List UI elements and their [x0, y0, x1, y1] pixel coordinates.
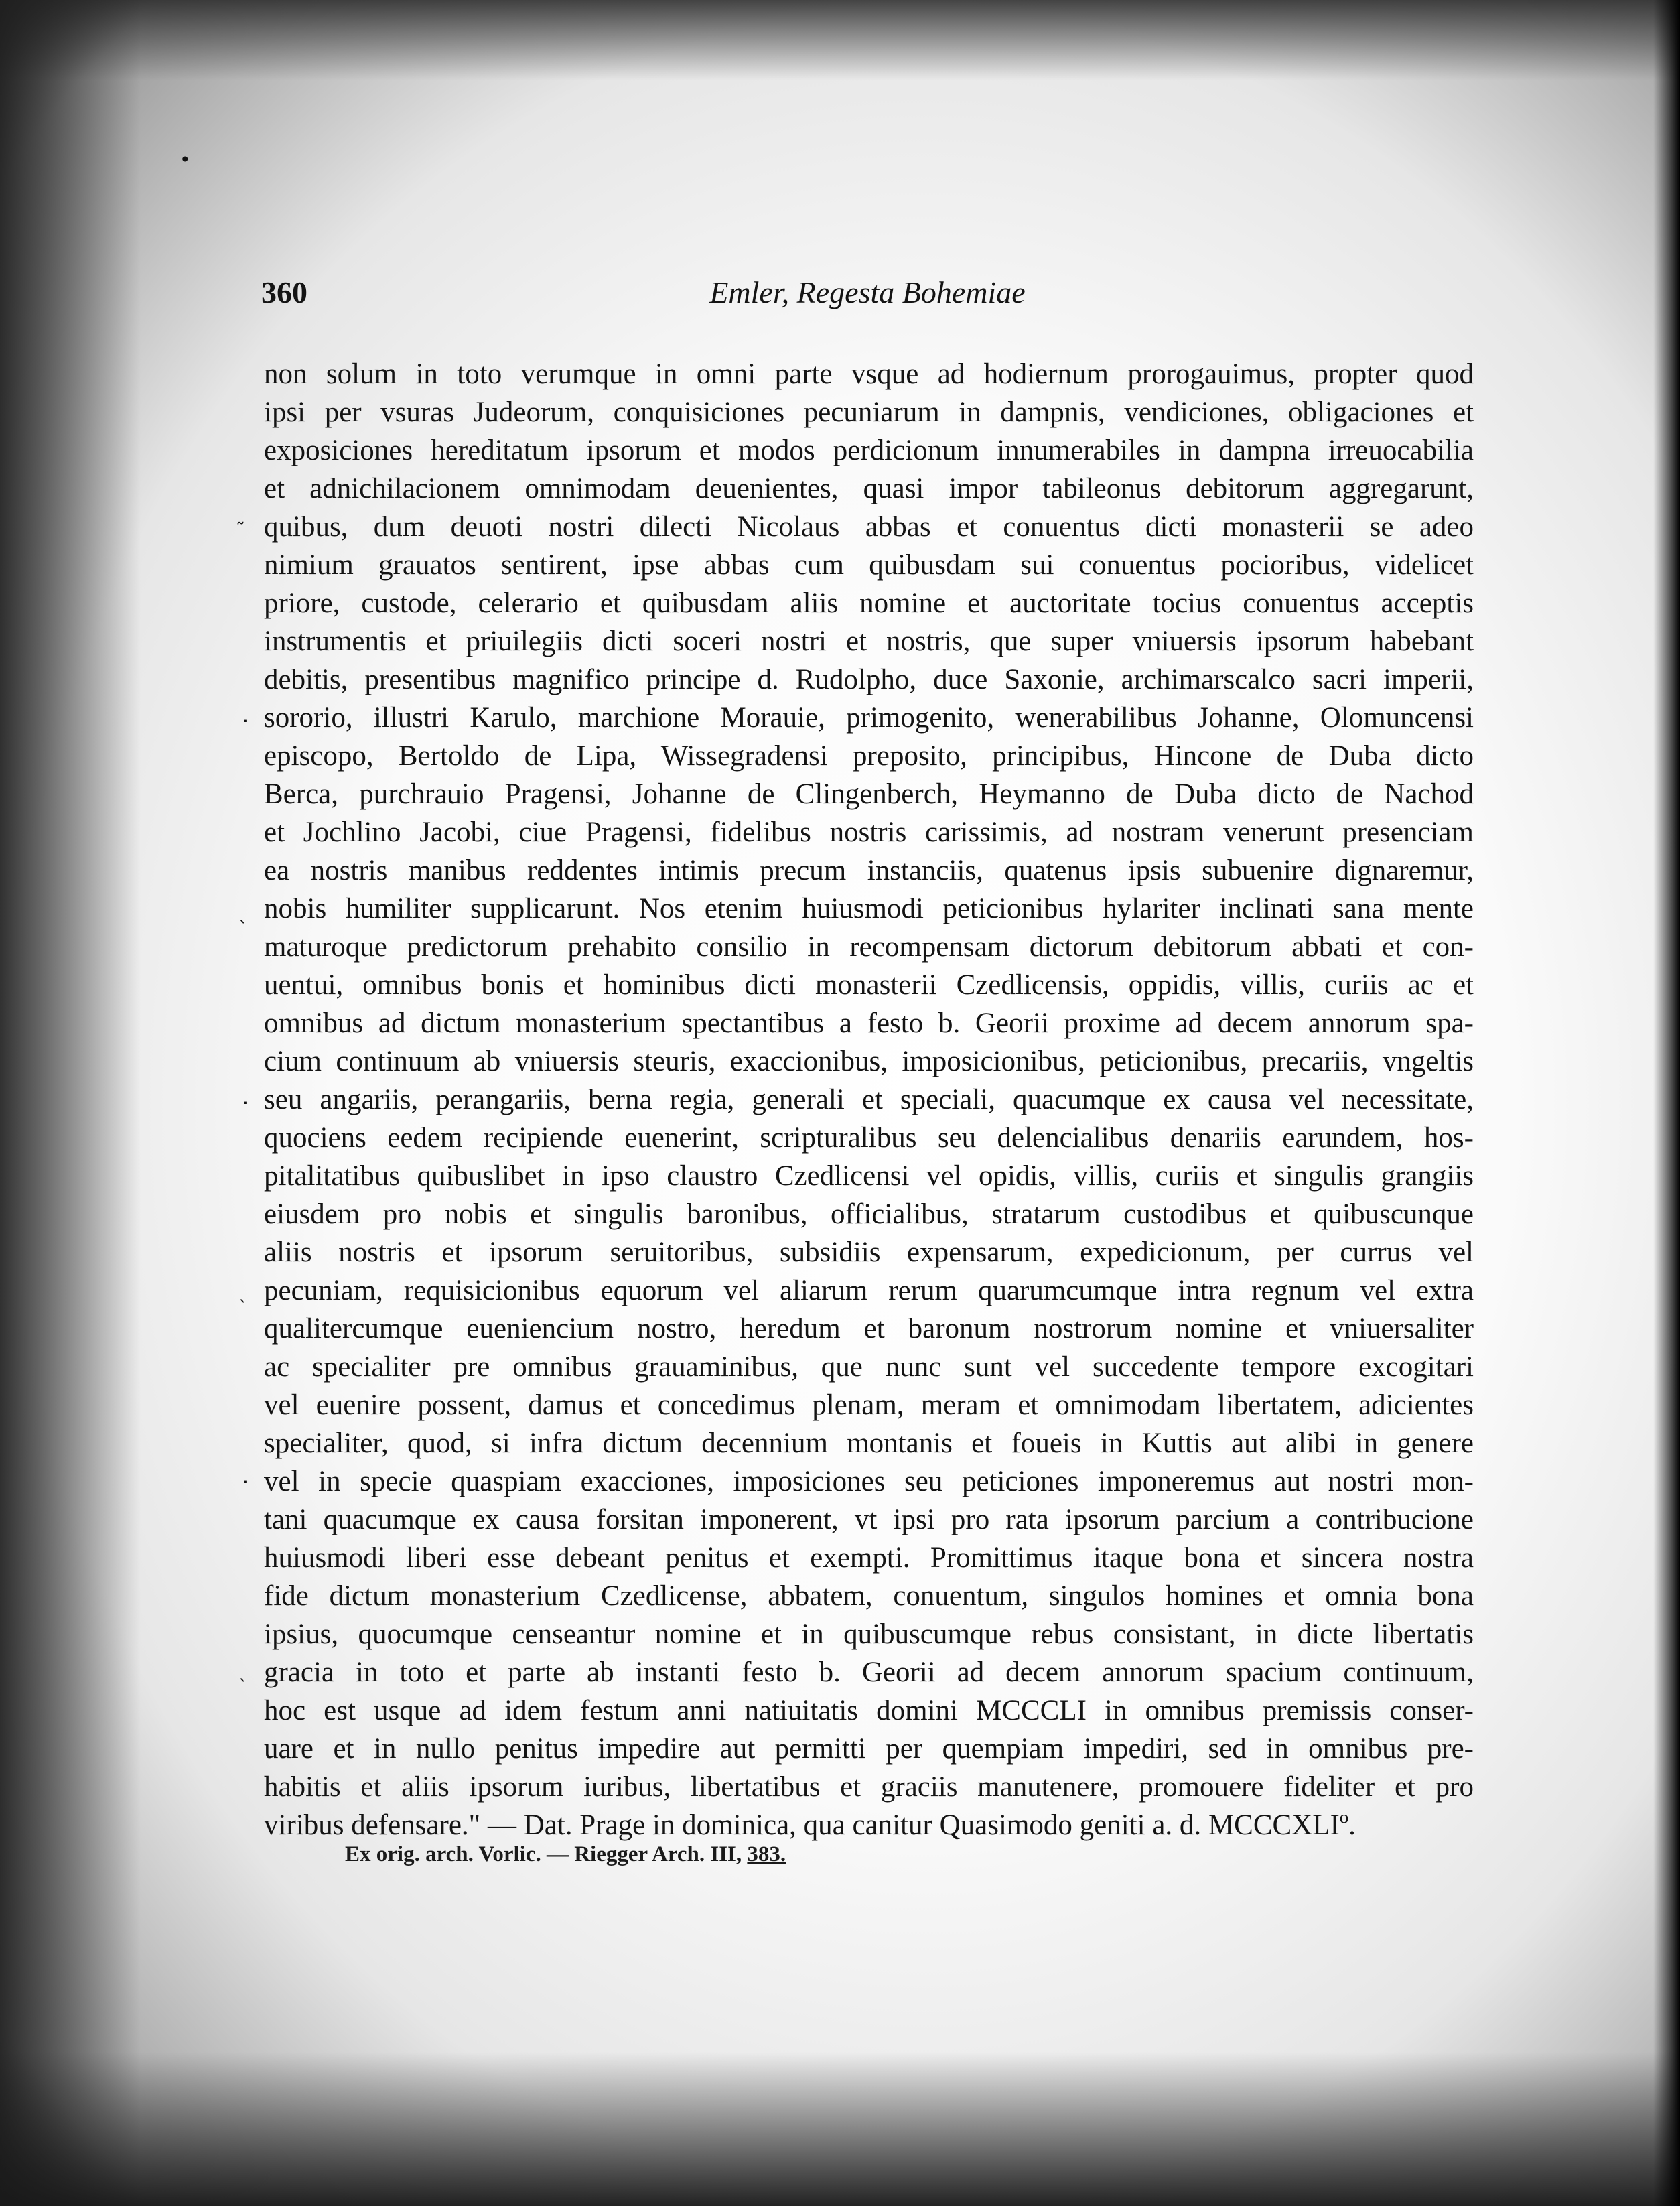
- text-line: exposiciones hereditatum ipsorum et modos perdicionum innumerabiles in dampna irreuocabilia: [264, 435, 1474, 466]
- text-line: et Jochlino Jacobi, ciue Pragensi, fidelibus nostris carissimis, ad nostram venerunt presenciam: [264, 817, 1474, 848]
- scan-shadow-left: [0, 0, 141, 2206]
- running-title: Emler, Regesta Bohemiae: [709, 275, 1026, 309]
- text-line: pecuniam, requisicionibus equorum vel aliarum rerum quarumcumque intra regnum vel extra: [264, 1275, 1474, 1306]
- text-line: pitalitatibus quibuslibet in ipso claustro Czedlicensi vel opidis, villis, curiis et singulis grangiis: [264, 1160, 1474, 1192]
- text-line: qualitercumque eueniencium nostro, heredum et baronum nostrorum nomine et vniuersaliter: [264, 1313, 1474, 1345]
- text-line: et adnichilacionem omnimodam deuenientes, quasi impor tabileonus debitorum aggregarunt,: [264, 473, 1474, 504]
- text-line: non solum in toto verumque in omni parte vsque ad hodiernum prorogauimus, propter quod: [264, 358, 1474, 390]
- text-line: habitis et aliis ipsorum iuribus, libertatibus et graciis manutenere, promouere fideliter et pro: [264, 1771, 1474, 1803]
- scan-shadow-right: [1653, 0, 1680, 2206]
- text-line: nobis humiliter supplicarunt. Nos etenim huiusmodi peticionibus hylariter inclinati sana mente: [264, 893, 1474, 924]
- text-line: episcopo, Bertoldo de Lipa, Wissegradensi preposito, principibus, Hincone de Duba dicto: [264, 740, 1474, 772]
- margin-speck: ·: [242, 1471, 249, 1493]
- scan-shadow-top: [0, 0, 1680, 80]
- margin-speck: ˎ: [238, 1660, 248, 1682]
- text-line: gracia in toto et parte ab instanti festo b. Georii ad decem annorum spacium continuum,: [264, 1657, 1474, 1688]
- text-line: specialiter, quod, si infra dictum decennium montanis et foueis in Kuttis aut alibi in genere: [264, 1428, 1474, 1459]
- text-line: cium continuum ab vniuersis steuris, exaccionibus, imposicionibus, peticionibus, precariis, vngeltis: [264, 1046, 1474, 1077]
- charter-text: [264, 355, 1474, 1844]
- text-line: maturoque predictorum prehabito consilio in recompensam dictorum debitorum abbati et con-: [264, 931, 1474, 963]
- text-line: seu angariis, perangariis, berna regia, generali et speciali, quacumque ex causa vel necessitate,: [264, 1084, 1474, 1115]
- text-line: vel euenire possent, damus et concedimus plenam, meram et omnimodam libertatem, adicientes: [264, 1389, 1474, 1421]
- text-line: ipsi per vsuras Judeorum, conquisiciones pecuniarum in dampnis, vendiciones, obligaciones et: [264, 397, 1474, 428]
- text-line: eiusdem pro nobis et singulis baronibus, officialibus, stratarum custodibus et quibuscunque: [264, 1198, 1474, 1230]
- text-line: ipsius, quocumque censeantur nomine et in quibuscumque rebus consistant, in dicte libertatis: [264, 1618, 1474, 1650]
- text-line: hoc est usque ad idem festum anni natiuitatis domini MCCCLI in omnibus premissis conser-: [264, 1695, 1474, 1726]
- text-line: instrumentis et priuilegiis dicti soceri nostri et nostris, que super vniuersis ipsorum habebant: [264, 626, 1474, 657]
- margin-speck: ˜: [236, 519, 245, 541]
- text-line: tani quacumque ex causa forsitan imponerent, vt ipsi pro rata ipsorum parcium a contribucione: [264, 1504, 1474, 1535]
- text-line: omnibus ad dictum monasterium spectantibus a festo b. Georii proxime ad decem annorum spa-: [264, 1008, 1474, 1039]
- margin-speck: •: [180, 149, 191, 171]
- text-line: ea nostris manibus reddentes intimis precum instanciis, quatenus ipsis subuenire dignaremur,: [264, 855, 1474, 886]
- text-line: quociens eedem recipiende euenerint, scripturalibus seu delencialibus denariis earundem, hos-: [264, 1122, 1474, 1154]
- margin-speck: ˎ: [238, 1281, 248, 1303]
- text-line: ac specialiter pre omnibus grauaminibus, que nunc sunt vel succedente tempore excogitari: [264, 1351, 1474, 1383]
- text-line: nimium grauatos sentirent, ipse abbas cum quibusdam sui conuentus pocioribus, videlicet: [264, 549, 1474, 581]
- text-line: uare et in nullo penitus impedire aut permitti per quempiam impediri, sed in omnibus pre-: [264, 1733, 1474, 1765]
- margin-speck: ·: [242, 1092, 249, 1114]
- text-line: debitis, presentibus magnifico principe d. Rudolpho, duce Saxonie, archimarscalco sacri imperii,: [264, 664, 1474, 695]
- source-page-ref: 383.: [747, 1842, 786, 1866]
- source-note-text: Ex orig. arch. Vorlic. — Riegger Arch. III,: [345, 1842, 742, 1866]
- page-number: 360: [261, 275, 307, 309]
- page-header: [261, 275, 1474, 322]
- text-line: aliis nostris et ipsorum seruitoribus, subsidiis expensarum, expedicionum, per currus vel: [264, 1237, 1474, 1268]
- margin-speck: ˎ: [238, 902, 248, 924]
- text-line: quibus, dum deuoti nostri dilecti Nicolaus abbas et conuentus dicti monasterii se adeo: [264, 511, 1474, 543]
- text-line: priore, custode, celerario et quibusdam aliis nomine et auctoritate tocius conuentus acceptis: [264, 588, 1474, 619]
- text-line: uentui, omnibus bonis et hominibus dicti monasterii Czedlicensis, oppidis, villis, curiis ac et: [264, 969, 1474, 1001]
- text-line: fide dictum monasterium Czedlicense, abbatem, conuentum, singulos homines et omnia bona: [264, 1580, 1474, 1612]
- text-line: sororio, illustri Karulo, marchione Morauie, primogenito, wenerabilibus Johanne, Olomuncensi: [264, 702, 1474, 734]
- source-note: [345, 1842, 786, 1867]
- margin-speck: ·: [242, 710, 249, 732]
- text-line: vel in specie quaspiam exacciones, imposiciones seu peticiones imponeremus aut nostri mon-: [264, 1466, 1474, 1497]
- text-line: viribus defensare." — Dat. Prage in dominica, qua canitur Quasimodo geniti a. d. MCCCXLIº.: [264, 1809, 1356, 1841]
- text-line: huiusmodi liberi esse debeant penitus et exempti. Promittimus itaque bona et sincera nostra: [264, 1542, 1474, 1574]
- text-line: Berca, purchrauio Pragensi, Johanne de Clingenberch, Heymanno de Duba dicto de Nachod: [264, 778, 1474, 810]
- scan-shadow-bottom: [0, 2052, 1680, 2206]
